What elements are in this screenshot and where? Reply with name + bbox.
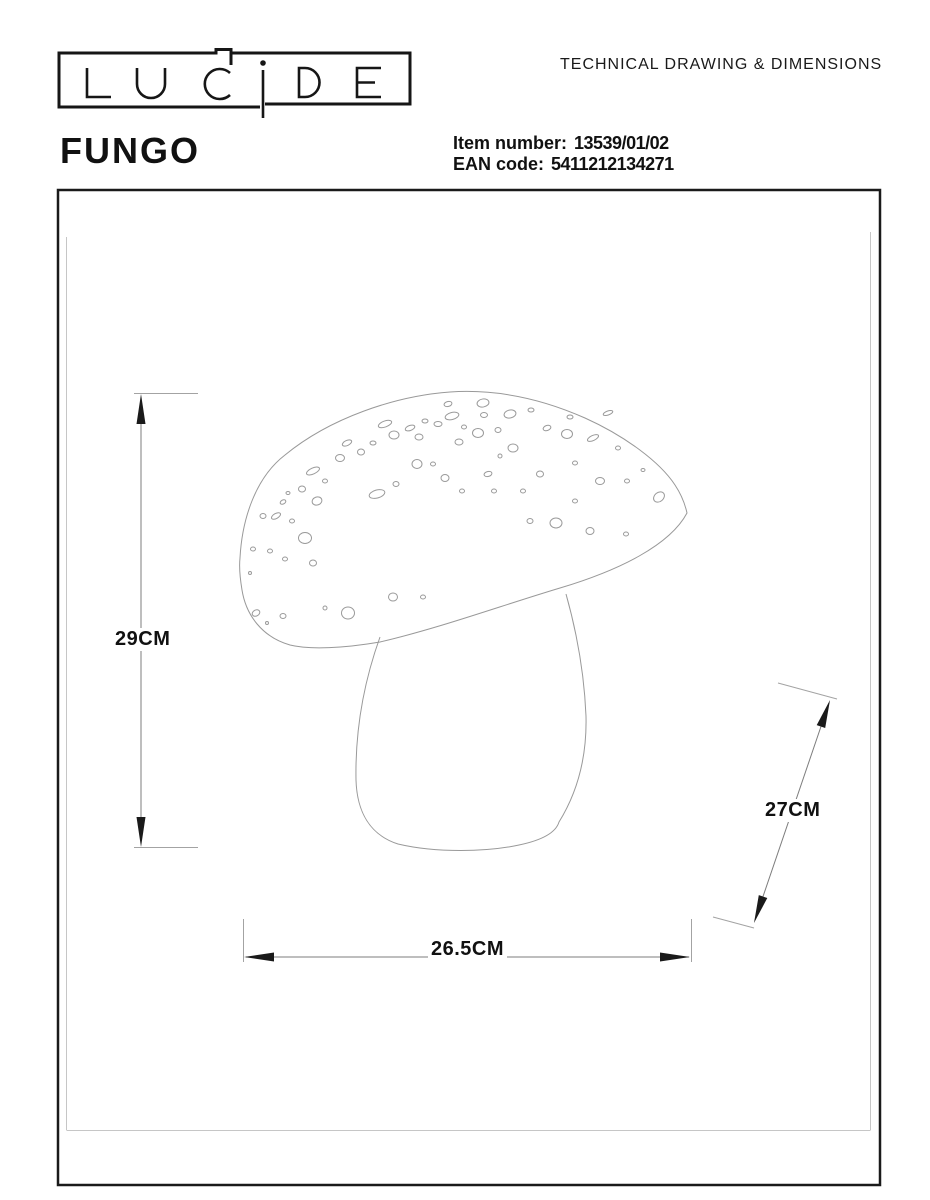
height-dimension-label: 29CM <box>112 628 173 651</box>
diagonal-dimension-label: 27CM <box>762 799 823 822</box>
ean-code-value: 5411212134271 <box>551 154 674 174</box>
doc-title: TECHNICAL DRAWING & DIMENSIONS <box>560 56 883 73</box>
arrow-left-icon <box>244 953 274 962</box>
mushroom-cap <box>240 391 687 647</box>
dimension-height <box>134 394 198 848</box>
arrow-down-icon <box>137 817 146 847</box>
width-dimension-label: 26.5CM <box>428 938 507 961</box>
item-number-label: Item number: <box>453 133 568 153</box>
drawing-frame <box>58 190 880 1185</box>
ean-code-label: EAN code: <box>453 154 545 174</box>
arrow-up-icon <box>137 394 146 424</box>
arrow-up-right-icon <box>817 700 830 728</box>
arrow-down-left-icon <box>754 895 767 923</box>
cap-spots <box>249 398 667 624</box>
arrow-right-icon <box>660 953 690 962</box>
mushroom-stem <box>356 594 586 851</box>
item-number-value: 13539/01/02 <box>574 133 669 153</box>
product-name: FUNGO <box>60 130 200 171</box>
inner-frame <box>67 232 871 1131</box>
